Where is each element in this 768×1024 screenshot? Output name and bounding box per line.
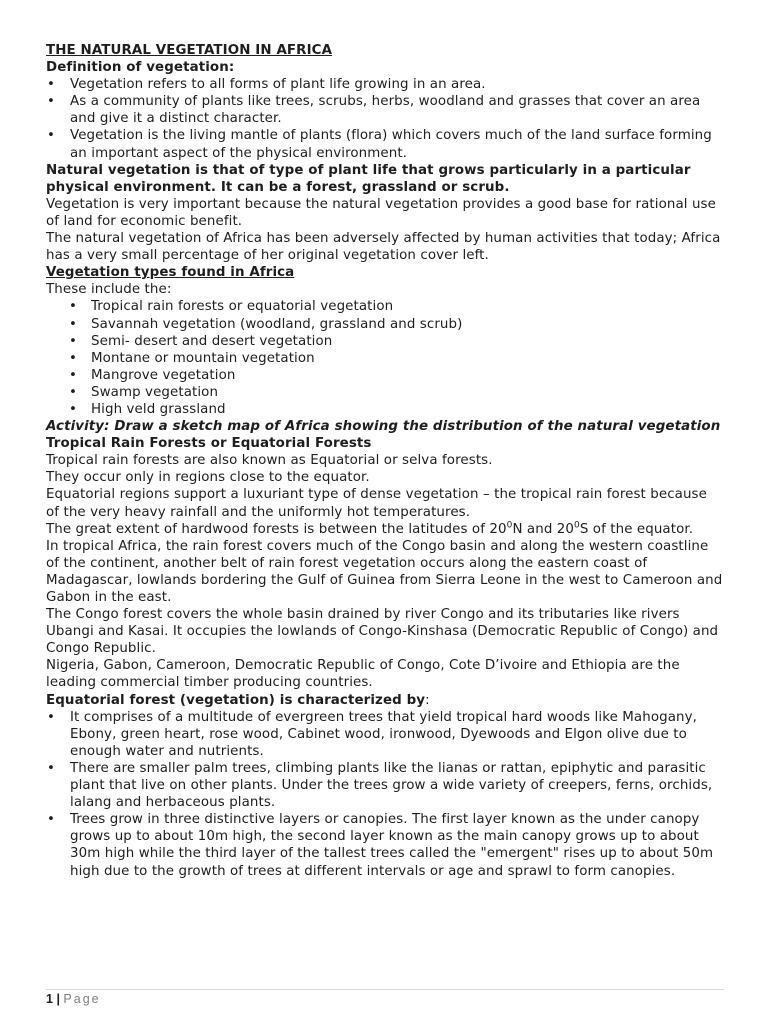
- rain-forest-heading: Tropical Rain Forests or Equatorial Forests: [46, 436, 372, 452]
- extent-text-end: S of the equator.: [579, 521, 694, 537]
- list-item: • It comprises of a multitude of evergreen trees that yield tropical hard woods like Mahogany, Ebony, green heart, rose wood, Cabinet wood, ironwood, Dyewoods and Elgon olive due to enough water and nutrients.: [46, 709, 724, 760]
- rain-forest-occur: They occur only in regions close to the equator.: [46, 470, 370, 486]
- list-item: • Mangrove vegetation: [46, 367, 724, 384]
- definition-list: [46, 76, 724, 161]
- types-heading: Vegetation types found in Africa: [46, 265, 295, 281]
- rain-forest-extent: [46, 521, 724, 538]
- types-list: [46, 298, 724, 418]
- characteristics-heading-text: Equatorial forest (vegetation) is characterized by: [46, 692, 426, 708]
- list-item: • There are smaller palm trees, climbing plants like the lianas or rattan, epiphytic and parasitic plant that live on other plants. Under the trees grow a wide variety of creepers, ferns, orchids, lalang and herbaceous plants.: [46, 760, 724, 811]
- list-item: • As a community of plants like trees, scrubs, herbs, woodland and grasses that cover an area and give it a distinct character.: [46, 93, 724, 127]
- page-footer: [46, 992, 101, 1006]
- page-number: 1: [46, 992, 53, 1006]
- congo-forest-paragraph: The Congo forest covers the whole basin drained by river Congo and its tributaries like rivers Ubangi and Kasai. It occupies the lowlands of Congo-Kinshasa (Democratic Republic of Congo) and Congo Republic.: [46, 607, 719, 657]
- extent-text-mid: N and 20: [512, 521, 575, 537]
- list-item: • Semi- desert and desert vegetation: [46, 333, 724, 350]
- types-intro: These include the:: [46, 282, 172, 298]
- list-item: • Swamp vegetation: [46, 384, 724, 401]
- list-item: • Vegetation refers to all forms of plant life growing in an area.: [46, 76, 724, 93]
- list-item: • Vegetation is the living mantle of plants (flora) which covers much of the land surface forming an important aspect of the physical environment.: [46, 127, 724, 161]
- activity-note: Activity: Draw a sketch map of Africa showing the distribution of the natural vegetation: [46, 419, 721, 435]
- document-page: [46, 42, 724, 880]
- degree-mark: 0: [506, 520, 513, 531]
- list-item: • Tropical rain forests or equatorial vegetation: [46, 298, 724, 315]
- definition-heading: Definition of vegetation:: [46, 60, 235, 76]
- affected-paragraph: The natural vegetation of Africa has been adversely affected by human activities that today; Africa has a very small percentage of her original vegetation cover left.: [46, 231, 721, 264]
- list-item: • Savannah vegetation (woodland, grassland and scrub): [46, 316, 724, 333]
- characteristics-heading: [46, 692, 724, 709]
- list-item: • Montane or mountain vegetation: [46, 350, 724, 367]
- degree-mark: 0: [574, 520, 580, 531]
- footer-separator: |: [56, 992, 60, 1006]
- importance-paragraph: Vegetation is very important because the natural vegetation provides a good base for rational use of land for economic benefit.: [46, 196, 716, 229]
- list-item: • Trees grow in three distinctive layers or canopies. The first layer known as the under canopy grows up to about 10m high, the second layer known as the main canopy grows up to about 30m high while the third layer of the tallest trees called the "emergent" rises up to about 50m high due to the growth of trees at different intervals or age and sprawl to form canopies.: [46, 811, 724, 879]
- characteristics-list: [46, 709, 724, 880]
- extent-text-start: The great extent of hardwood forests is between the latitudes of 20: [46, 521, 507, 537]
- rain-forest-known: Tropical rain forests are also known as Equatorial or selva forests.: [46, 453, 493, 469]
- natural-vegetation-definition: Natural vegetation is that of type of plant life that grows particularly in a particular physical environment. It can be a forest, grassland or scrub.: [46, 162, 691, 195]
- timber-countries-paragraph: Nigeria, Gabon, Cameroon, Democratic Republic of Congo, Cote D’ivoire and Ethiopia are the leading commercial timber producing countries.: [46, 658, 680, 691]
- page-label: Page: [63, 992, 101, 1006]
- rain-forest-support: Equatorial regions support a luxuriant type of dense vegetation – the tropical rain forest because of the very heavy rainfall and the uniformly hot temperatures.: [46, 487, 707, 520]
- characteristics-colon: :: [425, 692, 430, 708]
- footer-divider: [46, 989, 724, 990]
- document-title: THE NATURAL VEGETATION IN AFRICA: [46, 43, 333, 58]
- rain-forest-africa: In tropical Africa, the rain forest covers much of the Congo basin and along the western coastline of the continent, another belt of rain forest vegetation occurs along the eastern coast of Madagascar, lowlands bordering the Gulf of Guinea from Sierra Leone in the west to Cameroon and Gabon in the east.: [46, 538, 723, 605]
- list-item: • High veld grassland: [46, 401, 724, 418]
